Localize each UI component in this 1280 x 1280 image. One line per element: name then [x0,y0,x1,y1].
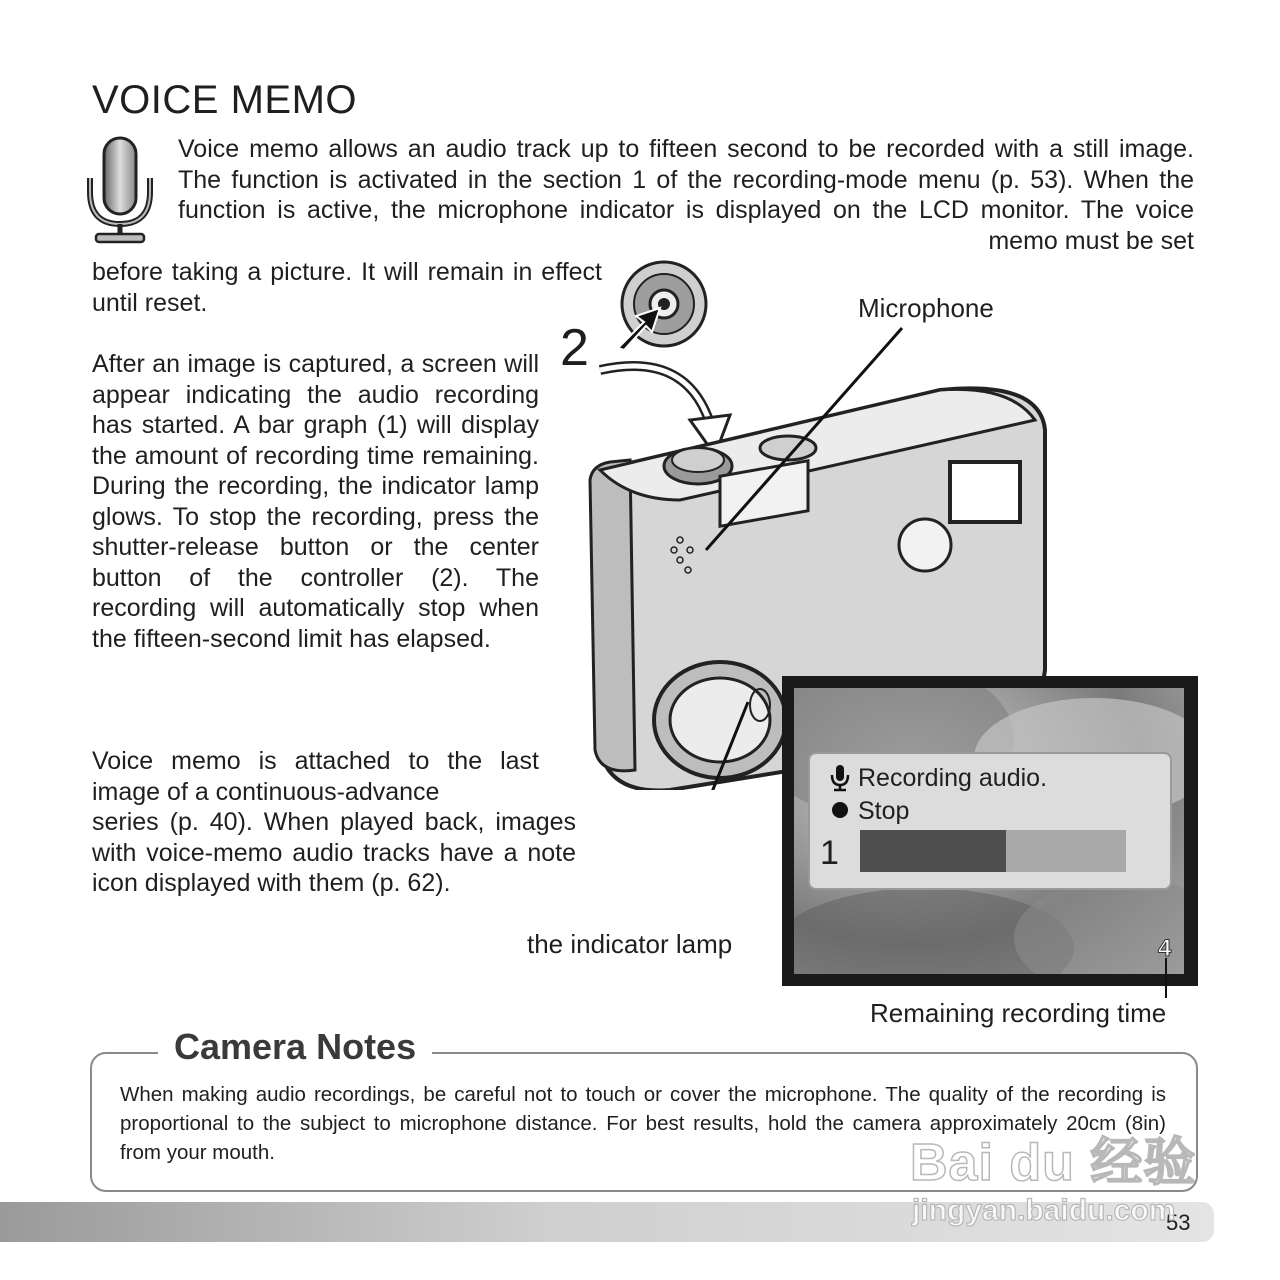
paragraph-3 [92,746,576,899]
page-number: 53 [1166,1210,1191,1235]
paragraph-3-wide: series (p. 40). When played back, images with voice-memo audio tracks have a note icon displayed with them (p. 62). [92,808,576,897]
remaining-time-label: Remaining recording time [870,998,1167,1028]
stop-text: Stop [858,797,910,825]
camera-notes-title: Camera Notes [158,1026,432,1068]
watermark-url: jingyan.baidu.com [912,1194,1176,1227]
paragraph-3-narrow: Voice memo is attached to the last image of a continuous-advance [92,747,539,806]
paragraph-1: before taking a picture. It will remain in effect until reset. [92,258,602,317]
step-number: 2 [560,319,589,377]
camera-notes-text: When making audio recordings, be careful not to touch or cover the microphone. The quality of the recording is proportional to the subject to microphone distance. For best results, hold the camera approximately 20cm (8in) from your mouth. [120,1083,1166,1164]
remaining-time-leader [1160,958,1172,1000]
controller-icon [618,262,706,350]
paragraph-2: After an image is captured, a screen will appear indicating the audio recording has started. A bar graph (1) will display the amount of recording time remaining. During the recording, the indicator lamp glows. To stop the recording, press the shutter-release button or the center button of the controller (2). The recording will automatically stop when the fifteen-second limit has elapsed. [92,350,539,653]
bar-graph-label: 1 [820,834,839,872]
mic-indicator-icon [830,764,850,792]
page-title: VOICE MEMO [92,78,358,122]
intro-paragraph: Voice memo allows an audio track up to fifteen second to be recorded with a still image. The function is activated in the section 1 of the recording-mode menu (p. 53). When the function is active, the microphone indicator is displayed on the LCD monitor. The voice memo must be set [178,135,1194,255]
recording-time-bar [860,830,1126,872]
recording-status-text: Recording audio. [858,764,1048,792]
watermark-logo: Bai du 经验 [910,1134,1197,1192]
microphone-label: Microphone [858,293,994,323]
microphone-icon [80,134,160,246]
recording-time-bar-fill [860,830,1006,872]
indicator-lamp-label: the indicator lamp [527,929,733,959]
stop-dot-icon [830,800,850,820]
remaining-time-value: 4 [1158,935,1172,962]
